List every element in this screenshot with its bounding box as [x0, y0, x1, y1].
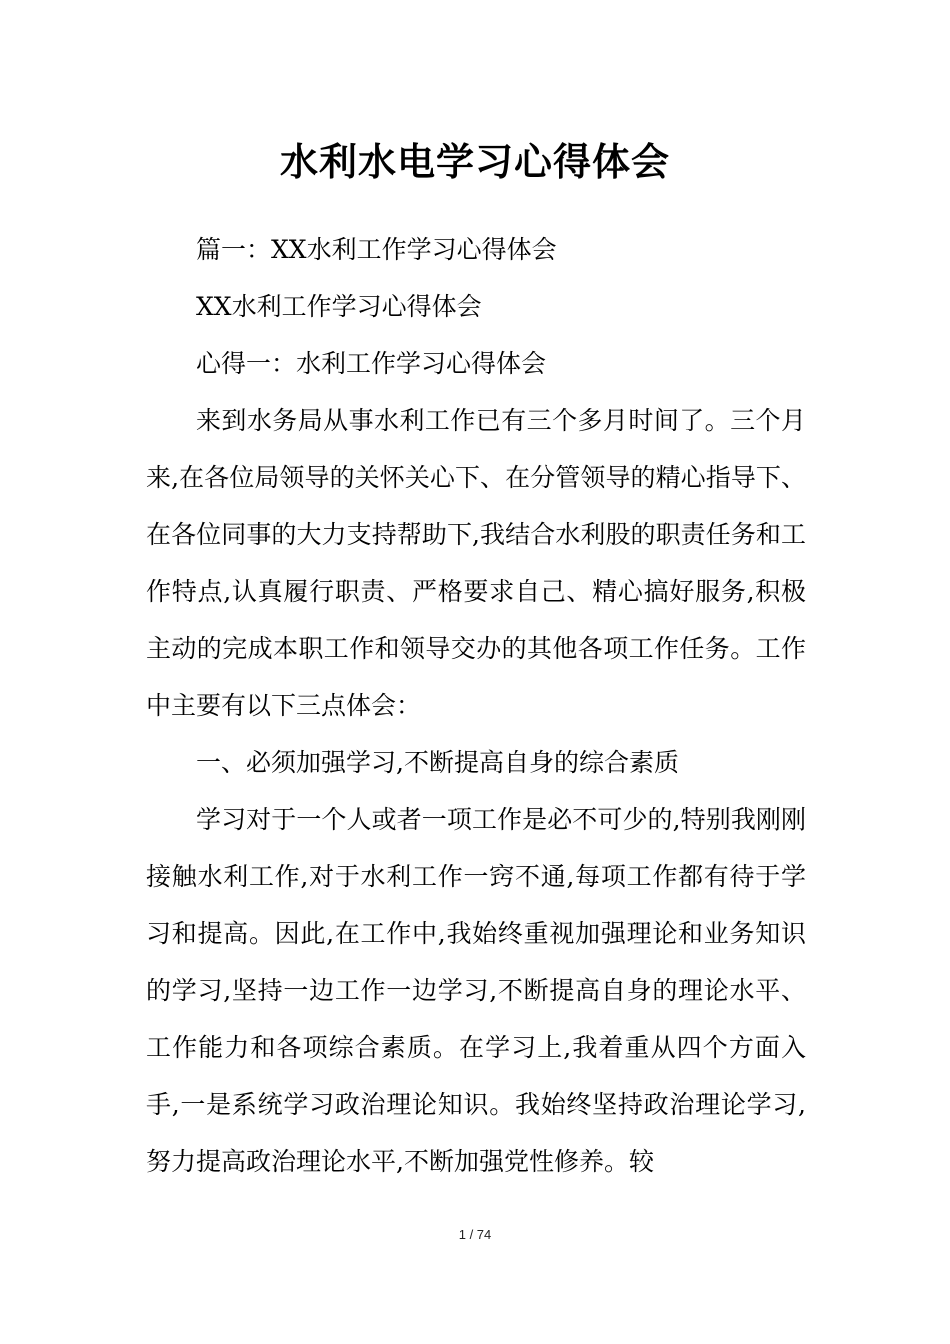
paragraph-heading-1: 篇一：XX水利工作学习心得体会 — [196, 235, 557, 264]
page-number: 1 / 74 — [458, 1227, 492, 1242]
paragraph-heading-2: XX水利工作学习心得体会 — [196, 292, 482, 321]
paragraph-study: 学习对于一个人或者一项工作是必不可少的,特别我刚刚接触水利工作,对于水利工作一窍不通,每项工作都有待于学习和提高。因此,在工作中,我始终重视加强理论和业务知识的学习,坚持一边工作一边学习,不断提高自身的理论水平、工作能力和各项综合素质。在学习上,我着重从四个方面入手,一是系统学习政治理论知识。我始终坚持政治理论学习,努力提高政治理论水平,不断加强党性修养。较 — [146, 805, 806, 1176]
paragraph-intro: 来到水务局从事水利工作已有三个多月时间了。三个月来,在各位局领导的关怀关心下、在分管领导的精心指导下、在各位同事的大力支持帮助下,我结合水利股的职责任务和工作特点,认真履行职责、严格要求自己、精心搞好服务,积极主动的完成本职工作和领导交办的其他各项工作任务。工作中主要有以下三点体会： — [146, 406, 806, 720]
paragraph-heading-3: 心得一：水利工作学习心得体会 — [196, 349, 547, 378]
document-body — [146, 221, 806, 1190]
document-title: 水利水电学习心得体会 — [279, 140, 670, 184]
paragraph-section-heading: 一、必须加强学习,不断提高自身的综合素质 — [196, 748, 679, 777]
